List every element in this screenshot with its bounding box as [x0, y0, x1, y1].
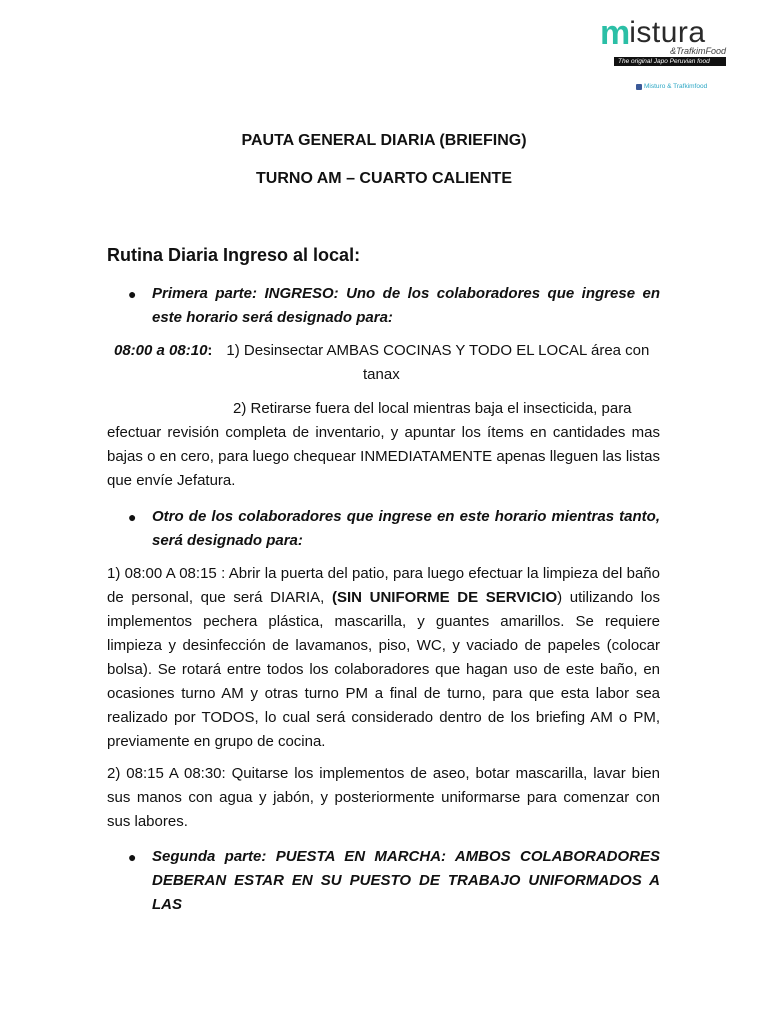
para1-first-line: 2) Retirarse fuera del local mientras baja el insecticida, para: [233, 400, 632, 417]
brand-logo: [600, 14, 740, 66]
bullet-item-2: [128, 505, 660, 553]
para1-body: efectuar revisión completa de inventario, y apuntar los ítems en cantidades mas bajas o en cero, para luego chequear INMEDIATAMENTE apenas lleguen las listas que envíe Jefatura.: [107, 424, 660, 489]
para2-part-a: 1) 08:00 A 08:15 : Abrir la puerta del patio, para luego efectuar la limpieza del baño de personal, que será DIARIA,: [107, 565, 660, 606]
schedule-line-1: [114, 339, 674, 363]
page-title: PAUTA GENERAL DIARIA (BRIEFING): [241, 132, 527, 149]
logo-tagline: The original Japo Peruvian food: [614, 57, 726, 66]
time-label-1: 08:00 a 08:10: [114, 342, 208, 359]
bullet-icon: ●: [128, 849, 137, 865]
bullet-icon: ●: [128, 286, 137, 302]
para2-bold: (SIN UNIFORME DE SERVICIO: [331, 589, 558, 606]
bullet-text-1: Primera parte: INGRESO: Uno de los colaboradores que ingrese en este horario será designado para:: [152, 285, 660, 326]
facebook-icon: [636, 84, 642, 90]
logo-rest: istura: [629, 16, 706, 49]
bullet-item-1: [128, 282, 660, 330]
time-colon: :: [207, 342, 213, 359]
section-heading: Rutina Diaria Ingreso al local:: [107, 245, 361, 265]
bullet-item-3: [128, 845, 660, 917]
social-link[interactable]: [636, 83, 707, 90]
para2-body: [107, 562, 660, 754]
social-handle: Misturo & Trafkimfood: [644, 83, 708, 90]
logo-sub: &TrafkimFood: [670, 46, 726, 56]
bullet-text-3: Segunda parte: PUESTA EN MARCHA: AMBOS COLABORADORES DEBERAN ESTAR EN SU PUESTO DE TRABAJO UNIFORMADOS A LAS: [152, 848, 660, 913]
bullet-text-2: Otro de los colaboradores que ingrese en este horario mientras tanto, será designado para:: [152, 508, 660, 549]
page-subtitle: TURNO AM – CUARTO CALIENTE: [256, 170, 512, 187]
logo-m: m: [600, 14, 630, 52]
schedule-text-1-cont: tanax: [363, 366, 400, 383]
para3-body: 2) 08:15 A 08:30: Quitarse los implementos de aseo, botar mascarilla, lavar bien sus manos con agua y jabón, y posteriormente uniformarse para comenzar con sus labores.: [107, 765, 660, 830]
schedule-text-1: 1) Desinsectar AMBAS COCINAS Y TODO EL LOCAL área con: [226, 342, 650, 359]
para2-part-b: ) utilizando los implementos pechera plástica, mascarilla, y guantes amarillos. Se requiere limpieza y desinfección de lavamanos, piso, WC, y vaciado de papeles (colocar bolsa). Se rotará entre todos los colaboradores que hagan uso de este baño, en ocasiones turno AM y otras turno PM a final de turno, para que esta labor sea realizado por TODOS, lo cual será considerado dentro de los briefing AM o PM, previamente en grupo de cocina.: [107, 589, 660, 750]
bullet-icon: ●: [128, 509, 137, 525]
